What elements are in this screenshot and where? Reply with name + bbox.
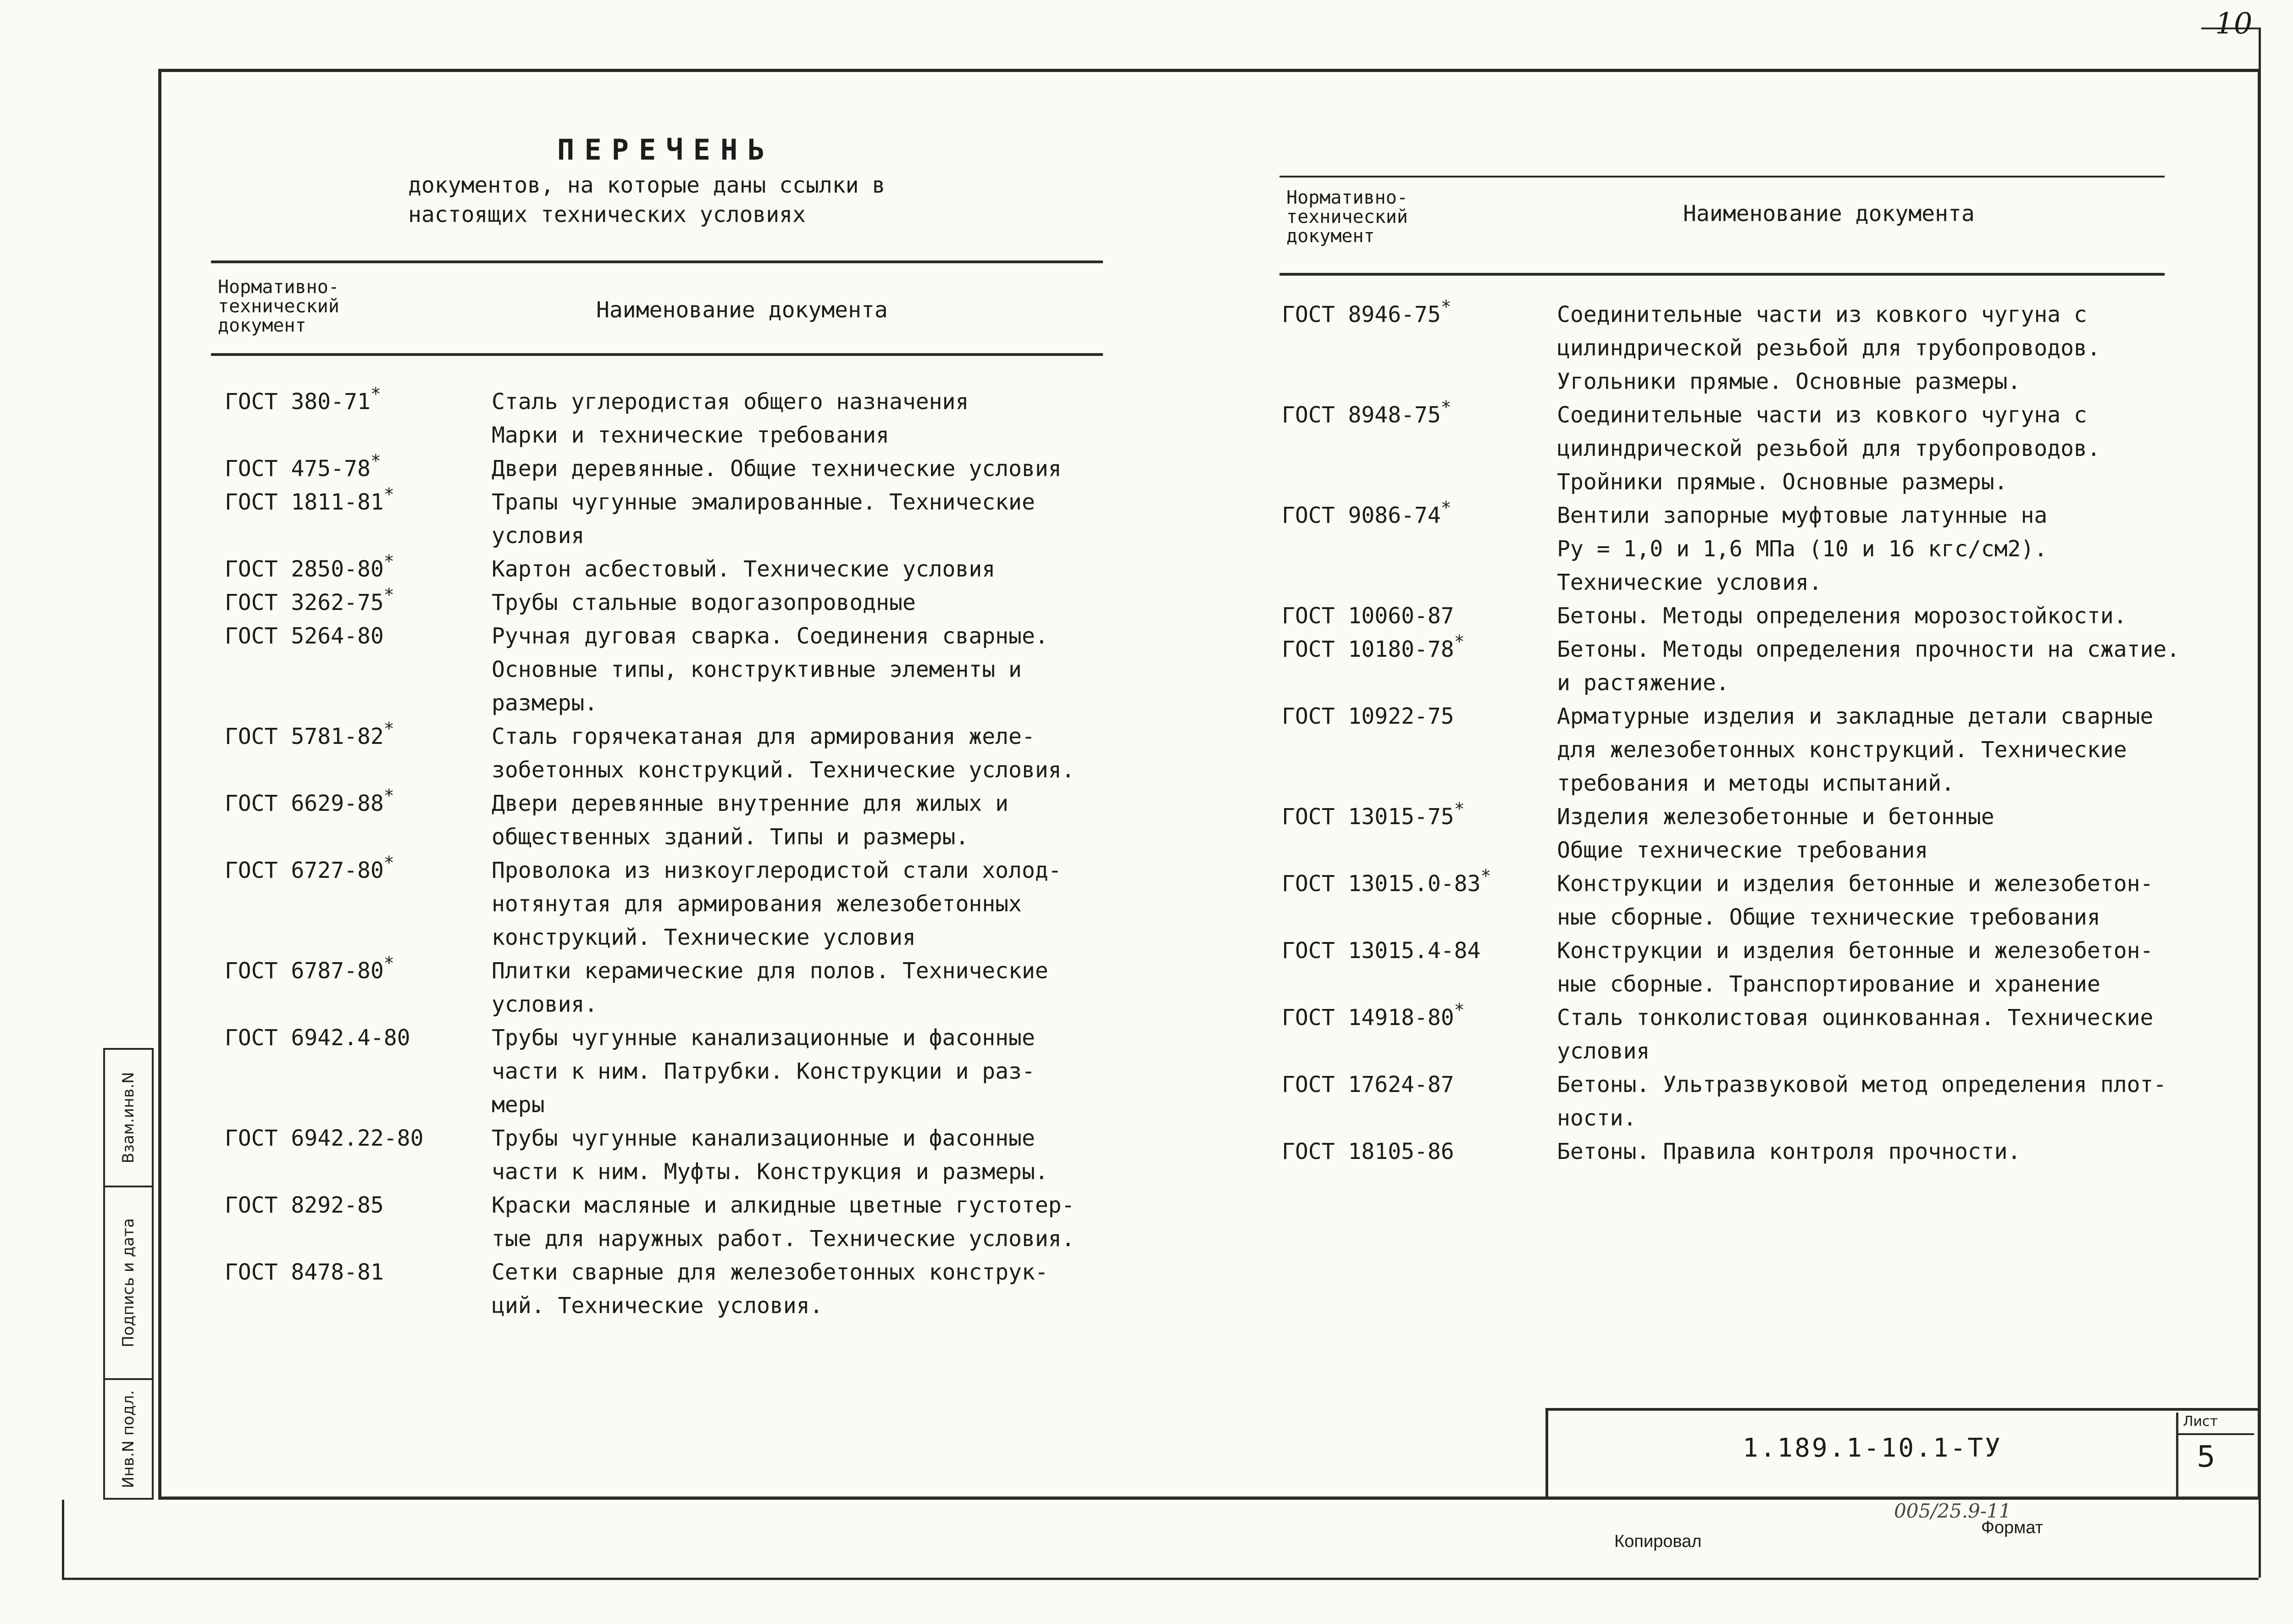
header-doc-line: Нормативно-: [1286, 187, 1408, 208]
gost-code: ГОСТ 2850-80: [225, 556, 384, 582]
document-name-line: Ручная дуговая сварка. Соединения сварные.: [492, 623, 1048, 649]
gost-code: ГОСТ 5781-82: [225, 724, 384, 749]
gost-code: ГОСТ 6942.4-80: [225, 1025, 410, 1051]
document-name-cell: [492, 1189, 1075, 1256]
amendment-star: *: [1454, 799, 1465, 819]
document-name-line: нотянутая для армирования железобетонных: [492, 891, 1022, 917]
gost-code-cell: [1282, 700, 1557, 800]
document-name-line: Конструкции и изделия бетонные и железобетон-: [1557, 938, 2154, 964]
left-header-top-rule: [211, 261, 1103, 263]
document-name-line: конструкций. Технические условия: [492, 925, 916, 950]
document-name-line: Двери деревянные. Общие технические условия: [492, 456, 1062, 482]
document-name-line: и растяжение.: [1557, 670, 1729, 696]
gost-code: ГОСТ 14918-80: [1282, 1005, 1454, 1031]
amendment-star: *: [370, 384, 381, 404]
header-doc-line: документ: [1286, 226, 1375, 247]
gost-code-cell: [1282, 599, 1557, 633]
gost-code-cell: [1282, 298, 1557, 399]
gost-code: ГОСТ 6787-80: [225, 958, 384, 984]
table-row: [1282, 499, 2180, 599]
right-reference-table: [1282, 298, 2180, 1169]
right-header-doc: [1286, 188, 1408, 246]
document-name-cell: [1557, 399, 2180, 499]
document-name-line: Двери деревянные внутренние для жилых и: [492, 791, 1009, 816]
document-name-cell: [492, 553, 1075, 586]
gost-code-cell: [225, 586, 492, 620]
gost-code: ГОСТ 3262-75: [225, 590, 384, 615]
amendment-star: *: [383, 585, 394, 605]
gost-code-cell: [225, 1122, 492, 1189]
gost-code: ГОСТ 9086-74: [1282, 503, 1441, 528]
document-name-line: Сталь горячекатаная для армирования желе-: [492, 724, 1035, 749]
table-row: [225, 954, 1075, 1021]
document-name-cell: [1557, 1135, 2180, 1169]
gost-code: ГОСТ 17624-87: [1282, 1072, 1454, 1097]
stamp-cell: [105, 1380, 152, 1498]
document-name-line: Трубы стальные водогазопроводные: [492, 590, 916, 615]
document-name-line: Сетки сварные для железобетонных конструк-: [492, 1259, 1048, 1285]
gost-code: ГОСТ 380-71: [225, 389, 371, 415]
sheet-number: 5: [2197, 1440, 2215, 1474]
sheet-box-divider: [2176, 1433, 2254, 1435]
document-name-line: Конструкции и изделия бетонные и железобетон-: [1557, 871, 2154, 897]
document-name-line: общественных зданий. Типы и размеры.: [492, 824, 969, 850]
document-name-line: Технические условия.: [1557, 570, 1822, 595]
document-name-line: Ру = 1,0 и 1,6 МПа (10 и 16 кгс/см2).: [1557, 536, 2048, 562]
table-row: [1282, 298, 2180, 399]
document-name-line: для железобетонных конструкций. Технические: [1557, 737, 2127, 763]
table-row: [225, 586, 1075, 620]
table-row: [225, 620, 1075, 720]
document-name-line: Общие технические требования: [1557, 837, 1928, 863]
document-name-cell: [1557, 700, 2180, 800]
document-name-line: зобетонных конструкций. Технические условия.: [492, 757, 1075, 783]
header-doc-line: технический: [218, 296, 339, 317]
sheet-label: Лист: [2183, 1413, 2218, 1430]
gost-code: ГОСТ 13015.4-84: [1282, 938, 1481, 964]
amendment-star: *: [1454, 1000, 1465, 1020]
amendment-star: *: [383, 853, 394, 873]
amendment-star: *: [1454, 632, 1465, 652]
document-name-cell: [492, 385, 1075, 452]
document-name-line: Вентили запорные муфтовые латунные на: [1557, 503, 2048, 528]
document-code: 1.189.1-10.1-ТУ: [1743, 1433, 2002, 1463]
table-row: [225, 854, 1075, 954]
table-row: [225, 1256, 1075, 1323]
document-name-line: Арматурные изделия и закладные детали сварные: [1557, 704, 2154, 729]
gost-code: ГОСТ 13015-75: [1282, 804, 1454, 830]
gost-code: ГОСТ 18105-86: [1282, 1139, 1454, 1164]
table-row: [225, 1122, 1075, 1189]
header-doc-line: Нормативно-: [218, 277, 339, 298]
footer-format: Формат: [1981, 1518, 2043, 1537]
table-row: [225, 1189, 1075, 1256]
outer-border-bottom: [62, 1578, 2259, 1580]
gost-code-cell: [1282, 800, 1557, 867]
gost-code: ГОСТ 8948-75: [1282, 402, 1441, 428]
gost-code-cell: [225, 1189, 492, 1256]
table-row: [225, 553, 1075, 586]
document-name-line: цилиндрической резьбой для трубопроводов.: [1557, 436, 2100, 461]
document-name-cell: [492, 620, 1075, 720]
document-name-line: Бетоны. Методы определения прочности на сжатие.: [1557, 637, 2180, 662]
document-name-cell: [1557, 934, 2180, 1001]
document-name-cell: [492, 586, 1075, 620]
gost-code-cell: [225, 720, 492, 787]
table-row: [225, 720, 1075, 787]
document-name-cell: [492, 486, 1075, 553]
document-name-cell: [492, 1021, 1075, 1122]
stamp-label: Взам.инв.N: [119, 1072, 138, 1164]
gost-code-cell: [225, 1256, 492, 1323]
gost-code: ГОСТ 6942.22-80: [225, 1125, 424, 1151]
gost-code-cell: [225, 553, 492, 586]
corner-page-number: 10: [2215, 7, 2253, 41]
document-name-cell: [1557, 800, 2180, 867]
document-name-cell: [492, 787, 1075, 854]
gost-code: ГОСТ 13015.0-83: [1282, 871, 1481, 897]
document-name-cell: [1557, 867, 2180, 934]
document-name-line: Изделия железобетонные и бетонные: [1557, 804, 1994, 830]
left-reference-table: [225, 385, 1075, 1323]
page-subtitle: [408, 171, 885, 229]
document-name-cell: [1557, 599, 2180, 633]
gost-code-cell: [1282, 1135, 1557, 1169]
gost-code: ГОСТ 1811-81: [225, 489, 384, 515]
document-name-line: Бетоны. Правила контроля прочности.: [1557, 1139, 2021, 1164]
gost-code: ГОСТ 5264-80: [225, 623, 384, 649]
document-name-line: условия: [492, 523, 585, 549]
document-name-cell: [492, 452, 1075, 486]
document-name-line: Картон асбестовый. Технические условия: [492, 556, 996, 582]
document-name-line: Соединительные части из ковкого чугуна с: [1557, 402, 2087, 428]
document-name-line: цилиндрической резьбой для трубопроводов.: [1557, 335, 2100, 361]
table-row: [1282, 1001, 2180, 1068]
document-name-line: ности.: [1557, 1105, 1637, 1131]
document-name-line: Плитки керамические для полов. Технические: [492, 958, 1048, 984]
amendment-star: *: [1440, 498, 1451, 518]
table-row: [225, 1021, 1075, 1122]
document-name-cell: [1557, 499, 2180, 599]
page-title: ПЕРЕЧЕНЬ: [557, 133, 775, 166]
document-name-line: тые для наружных работ. Технические условия.: [492, 1226, 1075, 1252]
document-name-line: ные сборные. Общие технические требования: [1557, 904, 2100, 930]
amendment-star: *: [1480, 866, 1491, 886]
amendment-star: *: [383, 953, 394, 973]
document-name-cell: [1557, 633, 2180, 700]
left-header-name: Наименование документа: [596, 297, 888, 323]
table-row: [1282, 599, 2180, 633]
document-name-line: меры: [492, 1092, 545, 1118]
gost-code-cell: [225, 954, 492, 1021]
document-name-cell: [492, 720, 1075, 787]
gost-code-cell: [1282, 867, 1557, 934]
left-header-bottom-rule: [211, 353, 1103, 356]
gost-code-cell: [1282, 399, 1557, 499]
document-name-cell: [492, 854, 1075, 954]
document-name-line: ций. Технические условия.: [492, 1293, 823, 1319]
amendment-star: *: [383, 719, 394, 739]
document-name-line: Угольники прямые. Основные размеры.: [1557, 369, 2021, 394]
document-name-line: Тройники прямые. Основные размеры.: [1557, 469, 2008, 495]
stamp-cell: [105, 1050, 152, 1187]
gost-code: ГОСТ 8478-81: [225, 1259, 384, 1285]
table-row: [225, 486, 1075, 553]
table-row: [1282, 633, 2180, 700]
gost-code-cell: [225, 1021, 492, 1122]
document-name-line: части к ним. Патрубки. Конструкции и раз-: [492, 1059, 1035, 1084]
table-row: [1282, 934, 2180, 1001]
gost-code-cell: [1282, 1068, 1557, 1135]
gost-code-cell: [1282, 499, 1557, 599]
gost-code-cell: [225, 486, 492, 553]
gost-code: ГОСТ 10180-78: [1282, 637, 1454, 662]
document-name-cell: [1557, 1068, 2180, 1135]
handwritten-note: 005/25.9-11: [1894, 1500, 2011, 1522]
subtitle-line: настоящих технических условиях: [408, 202, 806, 227]
amendment-star: *: [1440, 297, 1451, 317]
right-header-top-rule: [1279, 176, 2165, 177]
right-header-bottom-rule: [1279, 273, 2165, 276]
document-name-line: Трубы чугунные канализационные и фасонные: [492, 1025, 1035, 1051]
gost-code-cell: [1282, 934, 1557, 1001]
table-row: [1282, 1068, 2180, 1135]
amendment-star: *: [383, 551, 394, 571]
footer-copied: Копировал: [1614, 1532, 1702, 1551]
document-name-line: размеры.: [492, 690, 598, 716]
amendment-star: *: [383, 484, 394, 504]
gost-code: ГОСТ 10922-75: [1282, 704, 1454, 729]
table-row: [1282, 399, 2180, 499]
stamp-strip: [103, 1048, 154, 1500]
gost-code-cell: [225, 787, 492, 854]
document-name-line: Марки и технические требования: [492, 422, 889, 448]
stamp-label: Инв.N подл.: [119, 1390, 138, 1488]
table-row: [1282, 867, 2180, 934]
document-name-line: Сталь углеродистая общего назначения: [492, 389, 969, 415]
gost-code: ГОСТ 6629-88: [225, 791, 384, 816]
table-row: [225, 385, 1075, 452]
document-name-line: Трубы чугунные канализационные и фасонные: [492, 1125, 1035, 1151]
table-row: [225, 452, 1075, 486]
document-name-line: Основные типы, конструктивные элементы и: [492, 657, 1022, 682]
document-name-cell: [492, 1256, 1075, 1323]
header-doc-line: технический: [1286, 206, 1408, 227]
gost-code: ГОСТ 10060-87: [1282, 603, 1454, 629]
gost-code-cell: [225, 854, 492, 954]
gost-code-cell: [1282, 633, 1557, 700]
gost-code: ГОСТ 6727-80: [225, 858, 384, 883]
left-header-doc: [218, 277, 339, 335]
stamp-cell: [105, 1187, 152, 1380]
document-name-line: Бетоны. Методы определения морозостойкости.: [1557, 603, 2127, 629]
document-name-line: Бетоны. Ультразвуковой метод определения плот-: [1557, 1072, 2167, 1097]
gost-code: ГОСТ 475-78: [225, 456, 371, 482]
gost-code-cell: [225, 452, 492, 486]
gost-code: ГОСТ 8292-85: [225, 1192, 384, 1218]
right-header-name: Наименование документа: [1683, 201, 1975, 227]
table-row: [1282, 700, 2180, 800]
document-name-line: Краски масляные и алкидные цветные густотер-: [492, 1192, 1075, 1218]
document-name-line: Соединительные части из ковкого чугуна с: [1557, 302, 2087, 327]
gost-code-cell: [1282, 1001, 1557, 1068]
subtitle-line: документов, на которые даны ссылки в: [408, 172, 886, 198]
document-name-line: Проволока из низкоуглеродистой стали холод-: [492, 858, 1062, 883]
table-row: [225, 787, 1075, 854]
document-name-cell: [492, 954, 1075, 1021]
document-name-line: условия.: [492, 992, 598, 1017]
gost-code-cell: [225, 385, 492, 452]
outer-border-right: [2259, 28, 2261, 1578]
header-doc-line: документ: [218, 315, 306, 336]
amendment-star: *: [1440, 397, 1451, 417]
amendment-star: *: [370, 451, 381, 471]
document-name-cell: [1557, 298, 2180, 399]
stamp-label: Подпись и дата: [119, 1218, 138, 1347]
document-name-line: Сталь тонколистовая оцинкованная. Технические: [1557, 1005, 2154, 1031]
gost-code: ГОСТ 8946-75: [1282, 302, 1441, 327]
document-name-cell: [492, 1122, 1075, 1189]
outer-border-left: [62, 1500, 64, 1578]
document-name-line: Трапы чугунные эмалированные. Технические: [492, 489, 1035, 515]
gost-code-cell: [225, 620, 492, 720]
document-name-line: требования и методы испытаний.: [1557, 770, 1955, 796]
document-name-line: ные сборные. Транспортирование и хранение: [1557, 971, 2100, 997]
amendment-star: *: [383, 786, 394, 806]
table-row: [1282, 800, 2180, 867]
document-name-line: условия: [1557, 1038, 1650, 1064]
document-name-line: части к ним. Муфты. Конструкция и размеры.: [492, 1159, 1048, 1185]
table-row: [1282, 1135, 2180, 1169]
document-name-cell: [1557, 1001, 2180, 1068]
